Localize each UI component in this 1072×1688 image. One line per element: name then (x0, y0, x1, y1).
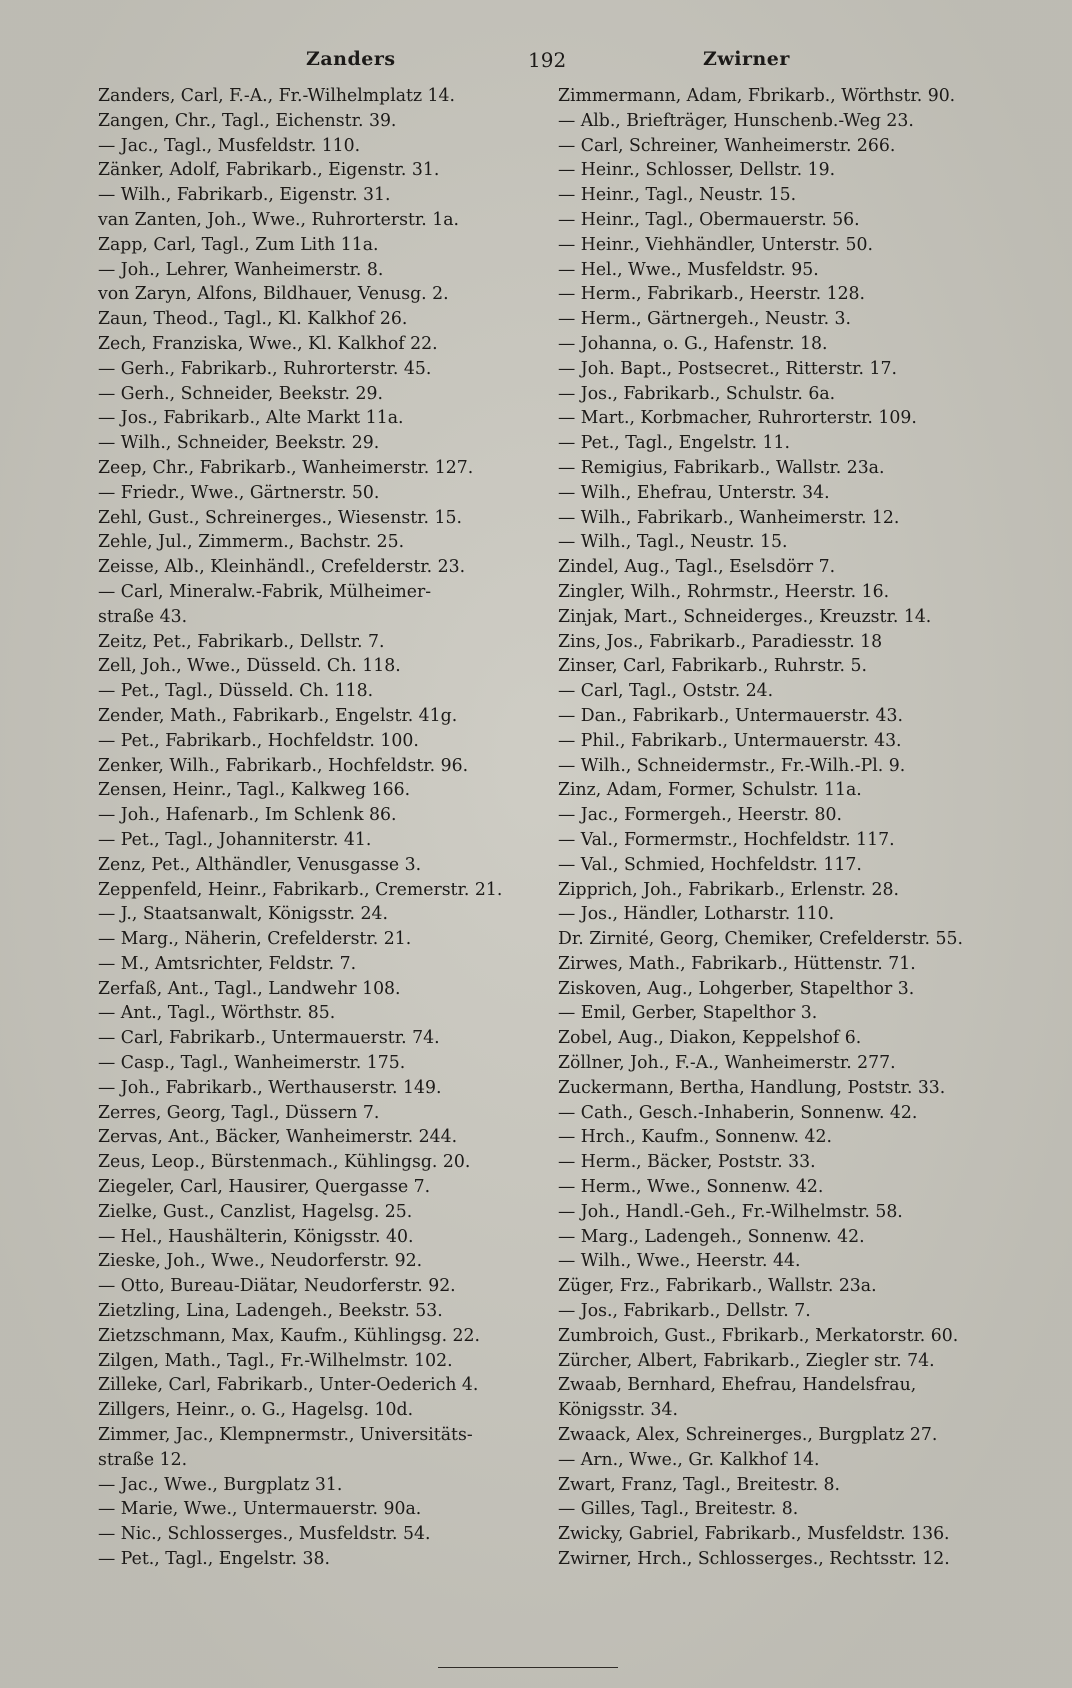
directory-entry: — Herm., Wwe., Sonnenw. 42. (558, 1177, 824, 1198)
directory-entry: — Val., Schmied, Hochfeldstr. 117. (558, 854, 862, 875)
directory-entry: Zervas, Ant., Bäcker, Wanheimerstr. 244. (98, 1127, 458, 1148)
directory-entry: Zensen, Heinr., Tagl., Kalkweg 166. (98, 780, 411, 801)
directory-entry: Zietzling, Lina, Ladengeh., Beekstr. 53. (98, 1301, 443, 1322)
directory-entry: Zumbroich, Gust., Fbrikarb., Merkatorstr. 60. (558, 1325, 959, 1346)
directory-entry: Zänker, Adolf, Fabrikarb., Eigenstr. 31. (98, 160, 440, 181)
directory-entry: — Wilh., Tagl., Neustr. 15. (558, 532, 788, 553)
directory-entry: Zangen, Chr., Tagl., Eichenstr. 39. (98, 110, 397, 131)
directory-entry: — Jos., Fabrikarb., Schulstr. 6a. (558, 383, 836, 404)
directory-entry: — Otto, Bureau-Diätar, Neudorferstr. 92. (98, 1276, 456, 1297)
directory-entry: von Zaryn, Alfons, Bildhauer, Venusg. 2. (98, 284, 449, 305)
directory-entry: — Carl, Tagl., Oststr. 24. (558, 681, 774, 702)
page-number: 192 (528, 48, 567, 72)
directory-entry: Zingler, Wilh., Rohrmstr., Heerstr. 16. (558, 581, 890, 602)
directory-entry: — Johanna, o. G., Hafenstr. 18. (558, 333, 828, 354)
directory-entry: Zipprich, Joh., Fabrikarb., Erlenstr. 28. (558, 879, 899, 900)
directory-entry: Zilleke, Carl, Fabrikarb., Unter-Oederich 4. (98, 1375, 479, 1396)
directory-entry: Zell, Joh., Wwe., Düsseld. Ch. 118. (98, 656, 401, 677)
directory-entry: Zilgen, Math., Tagl., Fr.-Wilhelmstr. 102. (98, 1350, 453, 1371)
directory-entry: — Alb., Briefträger, Hunschenb.-Weg 23. (558, 110, 914, 131)
directory-entry: — Jac., Tagl., Musfeldstr. 110. (98, 135, 361, 156)
directory-entry: — Phil., Fabrikarb., Untermauerstr. 43. (558, 730, 902, 751)
directory-entry: — Gilles, Tagl., Breitestr. 8. (558, 1499, 799, 1520)
directory-entry: — Ant., Tagl., Wörthstr. 85. (98, 1003, 336, 1024)
directory-entry: Zielke, Gust., Canzlist, Hagelsg. 25. (98, 1201, 413, 1222)
directory-entry: Zenz, Pet., Althändler, Venusgasse 3. (98, 854, 422, 875)
bottom-rule (438, 1667, 618, 1668)
directory-entry: — Joh. Bapt., Postsecret., Ritterstr. 17. (558, 358, 897, 379)
directory-entry: Züger, Frz., Fabrikarb., Wallstr. 23a. (558, 1276, 877, 1297)
directory-entry: — Arn., Wwe., Gr. Kalkhof 14. (558, 1449, 820, 1470)
directory-entry: — Wilh., Ehefrau, Unterstr. 34. (558, 482, 830, 503)
directory-entry: — Emil, Gerber, Stapelthor 3. (558, 1003, 818, 1024)
directory-entry: Zech, Franziska, Wwe., Kl. Kalkhof 22. (98, 333, 438, 354)
directory-entry: Zinser, Carl, Fabrikarb., Ruhrstr. 5. (558, 656, 868, 677)
directory-entry: — Nic., Schlosserges., Musfeldstr. 54. (98, 1524, 431, 1545)
directory-entry: Zeppenfeld, Heinr., Fabrikarb., Cremerstr. 21. (98, 879, 503, 900)
directory-entry: Zobel, Aug., Diakon, Keppelshof 6. (558, 1028, 862, 1049)
directory-entry: Zindel, Aug., Tagl., Eselsdörr 7. (558, 557, 836, 578)
directory-entry: — Pet., Tagl., Johanniterstr. 41. (98, 829, 372, 850)
directory-entry: — Hrch., Kaufm., Sonnenw. 42. (558, 1127, 832, 1148)
directory-entry: — Wilh., Fabrikarb., Wanheimerstr. 12. (558, 507, 900, 528)
directory-entry: — Hel., Wwe., Musfeldstr. 95. (558, 259, 819, 280)
directory-entry: — Joh., Fabrikarb., Werthauserstr. 149. (98, 1077, 442, 1098)
directory-entry: — Jac., Wwe., Burgplatz 31. (98, 1474, 343, 1495)
directory-entry: Zirwes, Math., Fabrikarb., Hüttenstr. 71. (558, 953, 916, 974)
directory-entry: — Marie, Wwe., Untermauerstr. 90a. (98, 1499, 422, 1520)
directory-entry: Zender, Math., Fabrikarb., Engelstr. 41g. (98, 705, 458, 726)
directory-entry: — Gerh., Schneider, Beekstr. 29. (98, 383, 384, 404)
left-column (98, 84, 538, 1572)
directory-entry: Zwaab, Bernhard, Ehefrau, Handelsfrau, (558, 1375, 917, 1396)
directory-entry: Zins, Jos., Fabrikarb., Paradiesstr. 18 (558, 631, 883, 652)
directory-entry: Zillgers, Heinr., o. G., Hagelsg. 10d. (98, 1400, 414, 1421)
directory-entry: — Cath., Gesch.-Inhaberin, Sonnenw. 42. (558, 1102, 918, 1123)
directory-entry: Zwaack, Alex, Schreinerges., Burgplatz 27. (558, 1425, 938, 1446)
directory-entry: — Herm., Fabrikarb., Heerstr. 128. (558, 284, 866, 305)
directory-entry: — Hel., Haushälterin, Königsstr. 40. (98, 1226, 414, 1247)
directory-entry: — Jos., Fabrikarb., Alte Markt 11a. (98, 408, 404, 429)
directory-entry: Zietzschmann, Max, Kaufm., Kühlingsg. 22. (98, 1325, 481, 1346)
directory-entry: Zanders, Carl, F.-A., Fr.-Wilhelmplatz 14. (98, 86, 456, 106)
header-right-keyword: Zwirner (703, 48, 790, 70)
directory-entry: Zerres, Georg, Tagl., Düssern 7. (98, 1102, 380, 1123)
directory-entry: — Dan., Fabrikarb., Untermauerstr. 43. (558, 705, 904, 726)
header-left-keyword: Zanders (306, 48, 396, 70)
directory-entry: — Jos., Händler, Lotharstr. 110. (558, 904, 835, 925)
directory-entry: — Remigius, Fabrikarb., Wallstr. 23a. (558, 457, 885, 478)
directory-entry: — Mart., Korbmacher, Ruhrorterstr. 109. (558, 408, 917, 429)
directory-entry: Dr. Zirnité, Georg, Chemiker, Crefelderstr. 55. (558, 929, 963, 950)
directory-entry: — J., Staatsanwalt, Königsstr. 24. (98, 904, 388, 925)
directory-entry: Ziskoven, Aug., Lohgerber, Stapelthor 3. (558, 978, 915, 999)
directory-entry: — Heinr., Schlosser, Dellstr. 19. (558, 160, 836, 181)
directory-entry: van Zanten, Joh., Wwe., Ruhrorterstr. 1a. (98, 209, 460, 230)
directory-entry: straße 43. (98, 606, 188, 627)
directory-entry: — Carl, Fabrikarb., Untermauerstr. 74. (98, 1028, 440, 1049)
directory-entry: — Casp., Tagl., Wanheimerstr. 175. (98, 1053, 406, 1074)
directory-entry: — Pet., Tagl., Engelstr. 38. (98, 1549, 330, 1570)
directory-entry: Ziegeler, Carl, Hausirer, Quergasse 7. (98, 1177, 431, 1198)
directory-entry: — Jos., Fabrikarb., Dellstr. 7. (558, 1301, 811, 1322)
directory-entry: Zehl, Gust., Schreinerges., Wiesenstr. 15. (98, 507, 462, 528)
directory-entry: — Gerh., Fabrikarb., Ruhrorterstr. 45. (98, 358, 432, 379)
directory-entry: — Friedr., Wwe., Gärtnerstr. 50. (98, 482, 380, 503)
directory-entry: Zeisse, Alb., Kleinhändl., Crefelderstr. 23. (98, 557, 466, 578)
directory-entry: Zöllner, Joh., F.-A., Wanheimerstr. 277. (558, 1053, 896, 1074)
directory-entry: — Joh., Handl.-Geh., Fr.-Wilhelmstr. 58. (558, 1201, 903, 1222)
right-column (558, 84, 998, 1572)
directory-entry: — Heinr., Tagl., Obermauerstr. 56. (558, 209, 860, 230)
directory-entry: straße 12. (98, 1449, 188, 1470)
directory-entry: Zwirner, Hrch., Schlosserges., Rechtsstr. 12. (558, 1549, 950, 1570)
directory-entry: Zeus, Leop., Bürstenmach., Kühlingsg. 20. (98, 1152, 471, 1173)
directory-entry: — Pet., Tagl., Engelstr. 11. (558, 433, 790, 454)
directory-entry: Königsstr. 34. (558, 1400, 679, 1421)
page-header (0, 48, 1072, 78)
directory-entry: Zuckermann, Bertha, Handlung, Poststr. 33. (558, 1077, 946, 1098)
directory-entry: Zeitz, Pet., Fabrikarb., Dellstr. 7. (98, 631, 385, 652)
directory-entry: — Wilh., Fabrikarb., Eigenstr. 31. (98, 185, 391, 206)
directory-entry: Zaun, Theod., Tagl., Kl. Kalkhof 26. (98, 309, 408, 330)
directory-entry: — Carl, Schreiner, Wanheimerstr. 266. (558, 135, 896, 156)
directory-entry: Zeep, Chr., Fabrikarb., Wanheimerstr. 127. (98, 457, 474, 478)
directory-entry: Zimmermann, Adam, Fbrikarb., Wörthstr. 90. (558, 86, 956, 106)
directory-entry: — Joh., Lehrer, Wanheimerstr. 8. (98, 259, 384, 280)
directory-entry: Zürcher, Albert, Fabrikarb., Ziegler str. 74. (558, 1350, 935, 1371)
directory-entry: — M., Amtsrichter, Feldstr. 7. (98, 953, 357, 974)
directory-entry: — Wilh., Schneider, Beekstr. 29. (98, 433, 380, 454)
directory-entry: Zehle, Jul., Zimmerm., Bachstr. 25. (98, 532, 405, 553)
directory-entry: — Herm., Gärtnergeh., Neustr. 3. (558, 309, 852, 330)
directory-entry: Zapp, Carl, Tagl., Zum Lith 11a. (98, 234, 379, 255)
directory-entry: — Wilh., Wwe., Heerstr. 44. (558, 1251, 801, 1272)
directory-entry: Zwicky, Gabriel, Fabrikarb., Musfeldstr. 136. (558, 1524, 950, 1545)
directory-entry: — Marg., Näherin, Crefelderstr. 21. (98, 929, 412, 950)
directory-entry: — Carl, Mineralw.-Fabrik, Mülheimer- (98, 581, 432, 602)
directory-entry: Zwart, Franz, Tagl., Breitestr. 8. (558, 1474, 841, 1495)
directory-entry: — Val., Formermstr., Hochfeldstr. 117. (558, 829, 895, 850)
directory-entry: Zinjak, Mart., Schneiderges., Kreuzstr. 14. (558, 606, 932, 627)
directory-entry: Zieske, Joh., Wwe., Neudorferstr. 92. (98, 1251, 423, 1272)
directory-entry: Zenker, Wilh., Fabrikarb., Hochfeldstr. 96. (98, 755, 469, 776)
directory-entry: — Pet., Tagl., Düsseld. Ch. 118. (98, 681, 374, 702)
directory-entry: — Marg., Ladengeh., Sonnenw. 42. (558, 1226, 865, 1247)
directory-entry: — Heinr., Viehhändler, Unterstr. 50. (558, 234, 873, 255)
directory-entry: Zimmer, Jac., Klempnermstr., Universitäts- (98, 1425, 473, 1446)
directory-entry: — Joh., Hafenarb., Im Schlenk 86. (98, 805, 397, 826)
directory-entry: — Herm., Bäcker, Poststr. 33. (558, 1152, 816, 1173)
directory-entry: — Wilh., Schneidermstr., Fr.-Wilh.-Pl. 9. (558, 755, 906, 776)
directory-entry: Zerfaß, Ant., Tagl., Landwehr 108. (98, 978, 401, 999)
directory-entry: — Pet., Fabrikarb., Hochfeldstr. 100. (98, 730, 419, 751)
directory-entry: — Heinr., Tagl., Neustr. 15. (558, 185, 797, 206)
directory-entry: Zinz, Adam, Former, Schulstr. 11a. (558, 780, 862, 801)
directory-entry: — Jac., Formergeh., Heerstr. 80. (558, 805, 842, 826)
